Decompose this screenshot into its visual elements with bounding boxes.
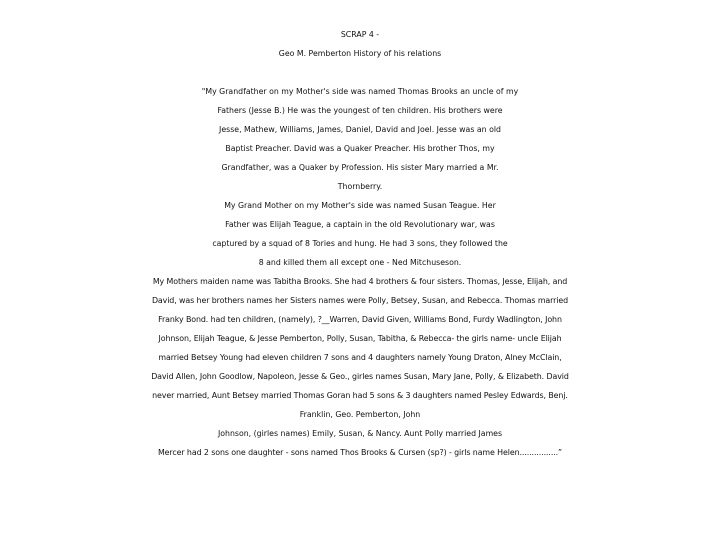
text-line: David, was her brothers names her Sisters names were Polly, Betsey, Susan, and Rebecca. Thomas married [151,296,569,305]
document-heading-title: Geo M. Pemberton History of his relations [278,49,442,58]
text-line: Thornberry. [337,182,383,191]
text-line: My Mothers maiden name was Tabitha Brooks. She had 4 brothers & four sisters. Thomas, Jesse, Elijah, and [152,277,568,286]
text-line: Father was Elijah Teague, a captain in the old Revolutionary war, was [225,220,495,229]
text-line: Fathers (Jesse B.) He was the youngest of ten children. His brothers were [217,106,503,115]
text-line: Franklin, Geo. Pemberton, John [299,410,421,419]
text-line: married Betsey Young had eleven children 7 sons and 4 daughters namely Young Draton, Alney McClain, [158,353,562,362]
text-line: David Allen, John Goodlow, Napoleon, Jesse & Geo., girles names Susan, Mary Jane, Polly, & Elizabeth. David [151,372,569,381]
text-line: "My Grandfather on my Mother's side was named Thomas Brooks an uncle of my [201,87,519,96]
text-line: Baptist Preacher. David was a Quaker Preacher. His brother Thos, my [225,144,495,153]
text-line: Grandfather, was a Quaker by Profession. His sister Mary married a Mr. [221,163,499,172]
text-line: Jesse, Mathew, Williams, James, Daniel, David and Joel. Jesse was an old [219,125,501,134]
document-heading-scrap: SCRAP 4 - [340,30,380,39]
text-line: Johnson, Elijah Teague, & Jesse Pemberton, Polly, Susan, Tabitha, & Rebecca- the girls name- uncle Elijah [158,334,562,343]
text-line: Franky Bond. had ten children, (namely), ?__Warren, David Given, Williams Bond, Furdy Wadlington, John [158,315,562,324]
text-line: My Grand Mother on my Mother's side was named Susan Teague. Her [224,201,496,210]
text-line: captured by a squad of 8 Tories and hung. He had 3 sons, they followed the [212,239,508,248]
text-line: Mercer had 2 sons one daughter - sons named Thos Brooks & Cursen (sp?) - girls name Helen................” [157,448,563,457]
text-line: never married, Aunt Betsey married Thomas Goran had 5 sons & 3 daughters named Pesley Edwards, Benj. [152,391,568,400]
text-line: Johnson, (girles names) Emily, Susan, & Nancy. Aunt Polly married James [217,429,503,438]
text-line: 8 and killed them all except one - Ned Mitchuseson. [258,258,462,267]
